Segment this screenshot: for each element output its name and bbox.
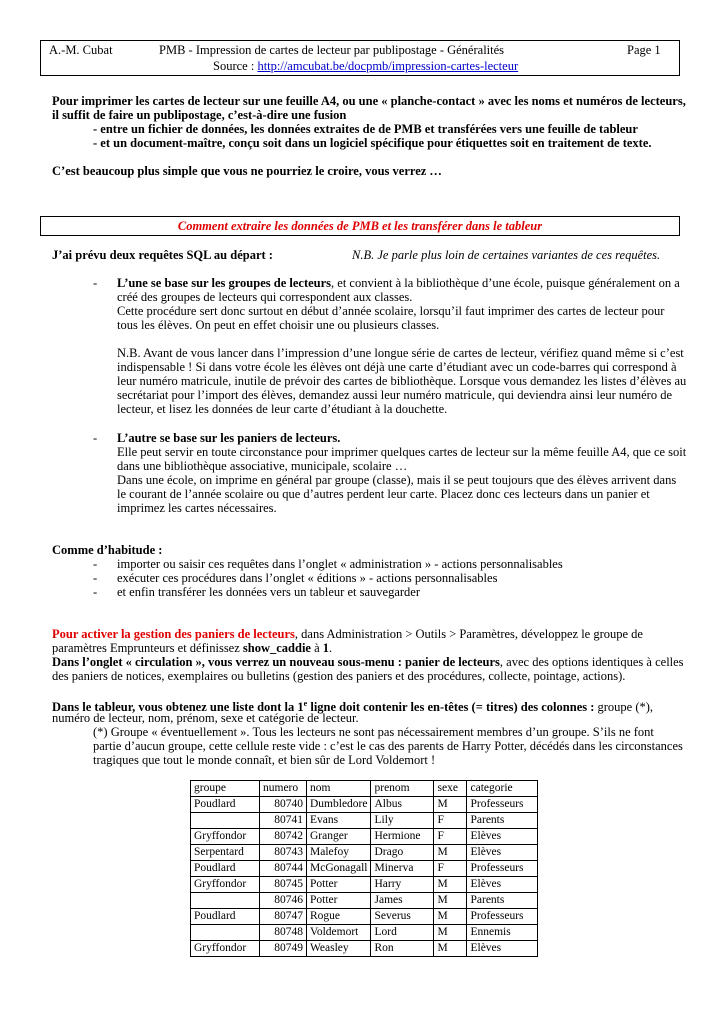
table-cell: 80743 — [260, 845, 307, 861]
table-cell: Elèves — [467, 877, 538, 893]
bullet-2-line-3: dans une bibliothèque associative, municipale, scolaire … — [117, 459, 408, 473]
bullet-dash: - — [93, 571, 98, 585]
page-header — [40, 40, 680, 76]
table-cell: Professeurs — [467, 797, 538, 813]
header-title: PMB - Impression de cartes de lecteur par publipostage - Généralités — [159, 43, 505, 57]
table-header-cell: nom — [307, 781, 371, 797]
table-cell: Dumbledore — [307, 797, 371, 813]
header-source — [213, 59, 518, 74]
table-cell: 80747 — [260, 909, 307, 925]
table-cell: Serpentard — [191, 845, 260, 861]
table-row — [191, 845, 538, 861]
table-cell: F — [434, 813, 467, 829]
bullet-1-line-1 — [117, 276, 680, 290]
table-header-cell: numero — [260, 781, 307, 797]
table-row — [191, 813, 538, 829]
table-cell: Gryffondor — [191, 877, 260, 893]
table-row — [191, 829, 538, 845]
bullet-1-rest: , et convient à la bibliothèque d’une école, puisque généralement on a — [331, 276, 680, 290]
table-row — [191, 941, 538, 957]
table-cell: 80741 — [260, 813, 307, 829]
table-cell: Hermione — [371, 829, 434, 845]
requetes-heading: J’ai prévu deux requêtes SQL au départ : — [52, 248, 273, 262]
table-cell: Lily — [371, 813, 434, 829]
table-cell: McGonagall — [307, 861, 371, 877]
bullet-1-nb-3: leur numéro matricule, inutile de prévoir des cartes de bibliothèque. Lorsque vous demandez les listes d’élèves au — [117, 374, 687, 388]
readers-table — [190, 780, 538, 957]
table-row — [191, 925, 538, 941]
param-value: 1 — [322, 641, 330, 655]
table-header-cell: categorie — [467, 781, 538, 797]
table-cell — [191, 925, 260, 941]
table-cell: M — [434, 893, 467, 909]
table-cell: 80748 — [260, 925, 307, 941]
table-cell: Professeurs — [467, 909, 538, 925]
readers-table-body — [191, 781, 538, 957]
table-cell: Voldemort — [307, 925, 371, 941]
table-row — [191, 877, 538, 893]
paniers-red-heading: Pour activer la gestion des paniers de lecteurs — [52, 627, 295, 641]
intro-line-3: - entre un fichier de données, les données extraites de de PMB et transférées vers une feuille de tableur — [93, 122, 638, 136]
table-cell: Drago — [371, 845, 434, 861]
table-cell: 80740 — [260, 797, 307, 813]
bullet-1-nb-1: N.B. Avant de vous lancer dans l’impression d’une longue série de cartes de lecteur, vérifiez quand même si c’est — [117, 346, 684, 360]
bullet-dash: - — [93, 276, 98, 290]
table-header-row — [191, 781, 538, 797]
source-link[interactable]: http://amcubat.be/docpmb/impression-cartes-lecteur — [257, 59, 519, 73]
tableur-sup: e — [303, 699, 308, 708]
table-cell: Poudlard — [191, 861, 260, 877]
table-cell: M — [434, 797, 467, 813]
paniers-l2-end: . — [329, 641, 333, 655]
bullet-2-line-4: Dans une école, on imprime en général par groupe (classe), mais il se peut toujours que des élèves arrivent dans — [117, 473, 677, 487]
table-cell: Minerva — [371, 861, 434, 877]
table-cell: 80749 — [260, 941, 307, 957]
table-header-cell: sexe — [434, 781, 467, 797]
table-cell: F — [434, 829, 467, 845]
table-cell: Parents — [467, 893, 538, 909]
param-show-caddie: show_caddie — [242, 641, 311, 655]
table-row — [191, 861, 538, 877]
intro-line-5: C’est beaucoup plus simple que vous ne pourriez le croire, vous verrez … — [52, 164, 442, 178]
paniers-line-2 — [52, 641, 332, 655]
table-cell: M — [434, 925, 467, 941]
table-cell: Granger — [307, 829, 371, 845]
table-cell: Elèves — [467, 941, 538, 957]
tableur-rest: groupe (*), — [594, 700, 654, 715]
tableur-line-2: numéro de lecteur, nom, prénom, sexe et catégorie de lecteur. — [52, 711, 359, 725]
table-cell: Albus — [371, 797, 434, 813]
table-cell: Harry — [371, 877, 434, 893]
table-cell: Malefoy — [307, 845, 371, 861]
table-cell: Lord — [371, 925, 434, 941]
table-cell: Evans — [307, 813, 371, 829]
paniers-l2-mid: à — [310, 641, 323, 655]
table-cell: Rogue — [307, 909, 371, 925]
paniers-l3-rest: , avec des options identiques à celles — [499, 655, 684, 669]
table-cell: Potter — [307, 893, 371, 909]
paniers-rest-1: , dans Administration > Outils > Paramètres, développez le groupe de — [294, 627, 643, 641]
table-cell: Severus — [371, 909, 434, 925]
table-header-cell: prenom — [371, 781, 434, 797]
bullet-2-line-2: Elle peut servir en toute circonstance pour imprimer quelques cartes de lecteur sur la même feuille A4, que ce soit — [117, 445, 687, 459]
paniers-line-3 — [52, 655, 684, 669]
table-cell: Elèves — [467, 845, 538, 861]
bullet-1-nb-2: indispensable ! Si dans votre école les élèves ont déjà une carte d’étudiant avec un code-barres qui correspond à — [117, 360, 677, 374]
table-cell: Weasley — [307, 941, 371, 957]
table-cell: Elèves — [467, 829, 538, 845]
table-cell: Professeurs — [467, 861, 538, 877]
tableur-bold-a: Dans le tableur, vous obtenez une liste dont la 1 — [52, 700, 304, 715]
table-cell — [191, 813, 260, 829]
bullet-dash: - — [93, 431, 98, 445]
habitude-item-3: et enfin transférer les données vers un tableur et sauvegarder — [117, 585, 420, 599]
table-cell: Poudlard — [191, 909, 260, 925]
tableur-note-3: tragiques que tout le monde connaît, et bien sûr de Lord Voldemort ! — [93, 753, 436, 767]
habitude-item-1: importer ou saisir ces requêtes dans l’onglet « administration » - actions personnalisables — [117, 557, 563, 571]
table-cell: 80746 — [260, 893, 307, 909]
tableur-note-2: partie d’aucun groupe, cette cellule reste vide : c’est le cas des parents de Harry Potter, décédés dans les circonstances — [93, 739, 683, 753]
habitude-heading: Comme d’habitude : — [52, 543, 163, 557]
table-cell: M — [434, 909, 467, 925]
bullet-1-line-3: Cette procédure sert donc surtout en début d’année scolaire, lorsqu’il faut imprimer des cartes de lecteur pour — [117, 304, 665, 318]
bullet-2-bold: L’autre se base sur les paniers de lecteurs. — [117, 431, 341, 445]
bullet-2-line-5: le courant de l’année scolaire ou que d’autres perdent leur carte. Placez donc ces lecteurs dans un panier et — [117, 487, 650, 501]
bullet-1-nb-4: secrétariat pour l’import des élèves, demandez aussi leur numéro matricule, qui deviendra ainsi leur numéro de — [117, 388, 673, 402]
table-cell: 80744 — [260, 861, 307, 877]
bullet-1-bold: L’une se base sur les groupes de lecteurs — [117, 276, 332, 290]
tableur-note-1: (*) Groupe « éventuellement ». Tous les lecteurs ne sont pas nécessairement membres d’un groupe. S’ils ne font — [93, 725, 654, 739]
table-cell — [191, 893, 260, 909]
table-cell: M — [434, 877, 467, 893]
tableur-bold-b: ligne doit contenir les en-têtes (= titres) des colonnes : — [307, 700, 595, 715]
table-cell: M — [434, 845, 467, 861]
table-row — [191, 797, 538, 813]
header-author: A.-M. Cubat — [49, 43, 113, 57]
intro-line-2: il suffit de faire un publipostage, c’est-à-dire une fusion — [52, 108, 347, 122]
intro-line-4: - et un document-maître, conçu soit dans un logiciel spécifique pour étiquettes soit en traitement de texte. — [93, 136, 652, 150]
table-cell: Potter — [307, 877, 371, 893]
table-cell: Ron — [371, 941, 434, 957]
paniers-l3-bold: Dans l’onglet « circulation », vous verrez un nouveau sous-menu : panier de lecteurs — [52, 655, 500, 669]
bullet-2-line-6: imprimez les cartes nécessaires. — [117, 501, 277, 515]
table-cell: 80745 — [260, 877, 307, 893]
bullet-1-line-4: tous les élèves. On peut en effet choisir une ou plusieurs classes. — [117, 318, 440, 332]
requetes-nb: N.B. Je parle plus loin de certaines variantes de ces requêtes. — [352, 248, 661, 262]
table-cell: Parents — [467, 813, 538, 829]
source-label: Source : — [213, 59, 258, 73]
bullet-dash: - — [93, 585, 98, 599]
paniers-line-4: des paniers de notices, exemplaires ou bulletins (gestion des paniers et des procédures, collecte, pointage, actions). — [52, 669, 626, 683]
table-row — [191, 893, 538, 909]
paniers-l2-start: paramètres Emprunteurs et définissez — [52, 641, 243, 655]
bullet-1-nb-5: lecteur, et lisez les données de leur carte d’étudiant à la douchette. — [117, 402, 448, 416]
table-cell: Ennemis — [467, 925, 538, 941]
table-header-cell: groupe — [191, 781, 260, 797]
section-title: Comment extraire les données de PMB et les transférer dans le tableur — [40, 216, 680, 236]
table-row — [191, 909, 538, 925]
table-cell: Gryffondor — [191, 829, 260, 845]
table-cell: 80742 — [260, 829, 307, 845]
habitude-item-2: exécuter ces procédures dans l’onglet « éditions » - actions personnalisables — [117, 571, 498, 585]
bullet-dash: - — [93, 557, 98, 571]
table-cell: James — [371, 893, 434, 909]
bullet-1-line-2: créé des groupes de lecteurs qui correspondent aux classes. — [117, 290, 413, 304]
paniers-line-1 — [52, 627, 643, 641]
intro-line-1: Pour imprimer les cartes de lecteur sur une feuille A4, ou une « planche-contact » avec les noms et numéros de lecteurs, — [52, 94, 686, 108]
table-cell: M — [434, 941, 467, 957]
table-cell: F — [434, 861, 467, 877]
table-cell: Poudlard — [191, 797, 260, 813]
header-page-number: Page 1 — [627, 43, 661, 57]
table-cell: Gryffondor — [191, 941, 260, 957]
